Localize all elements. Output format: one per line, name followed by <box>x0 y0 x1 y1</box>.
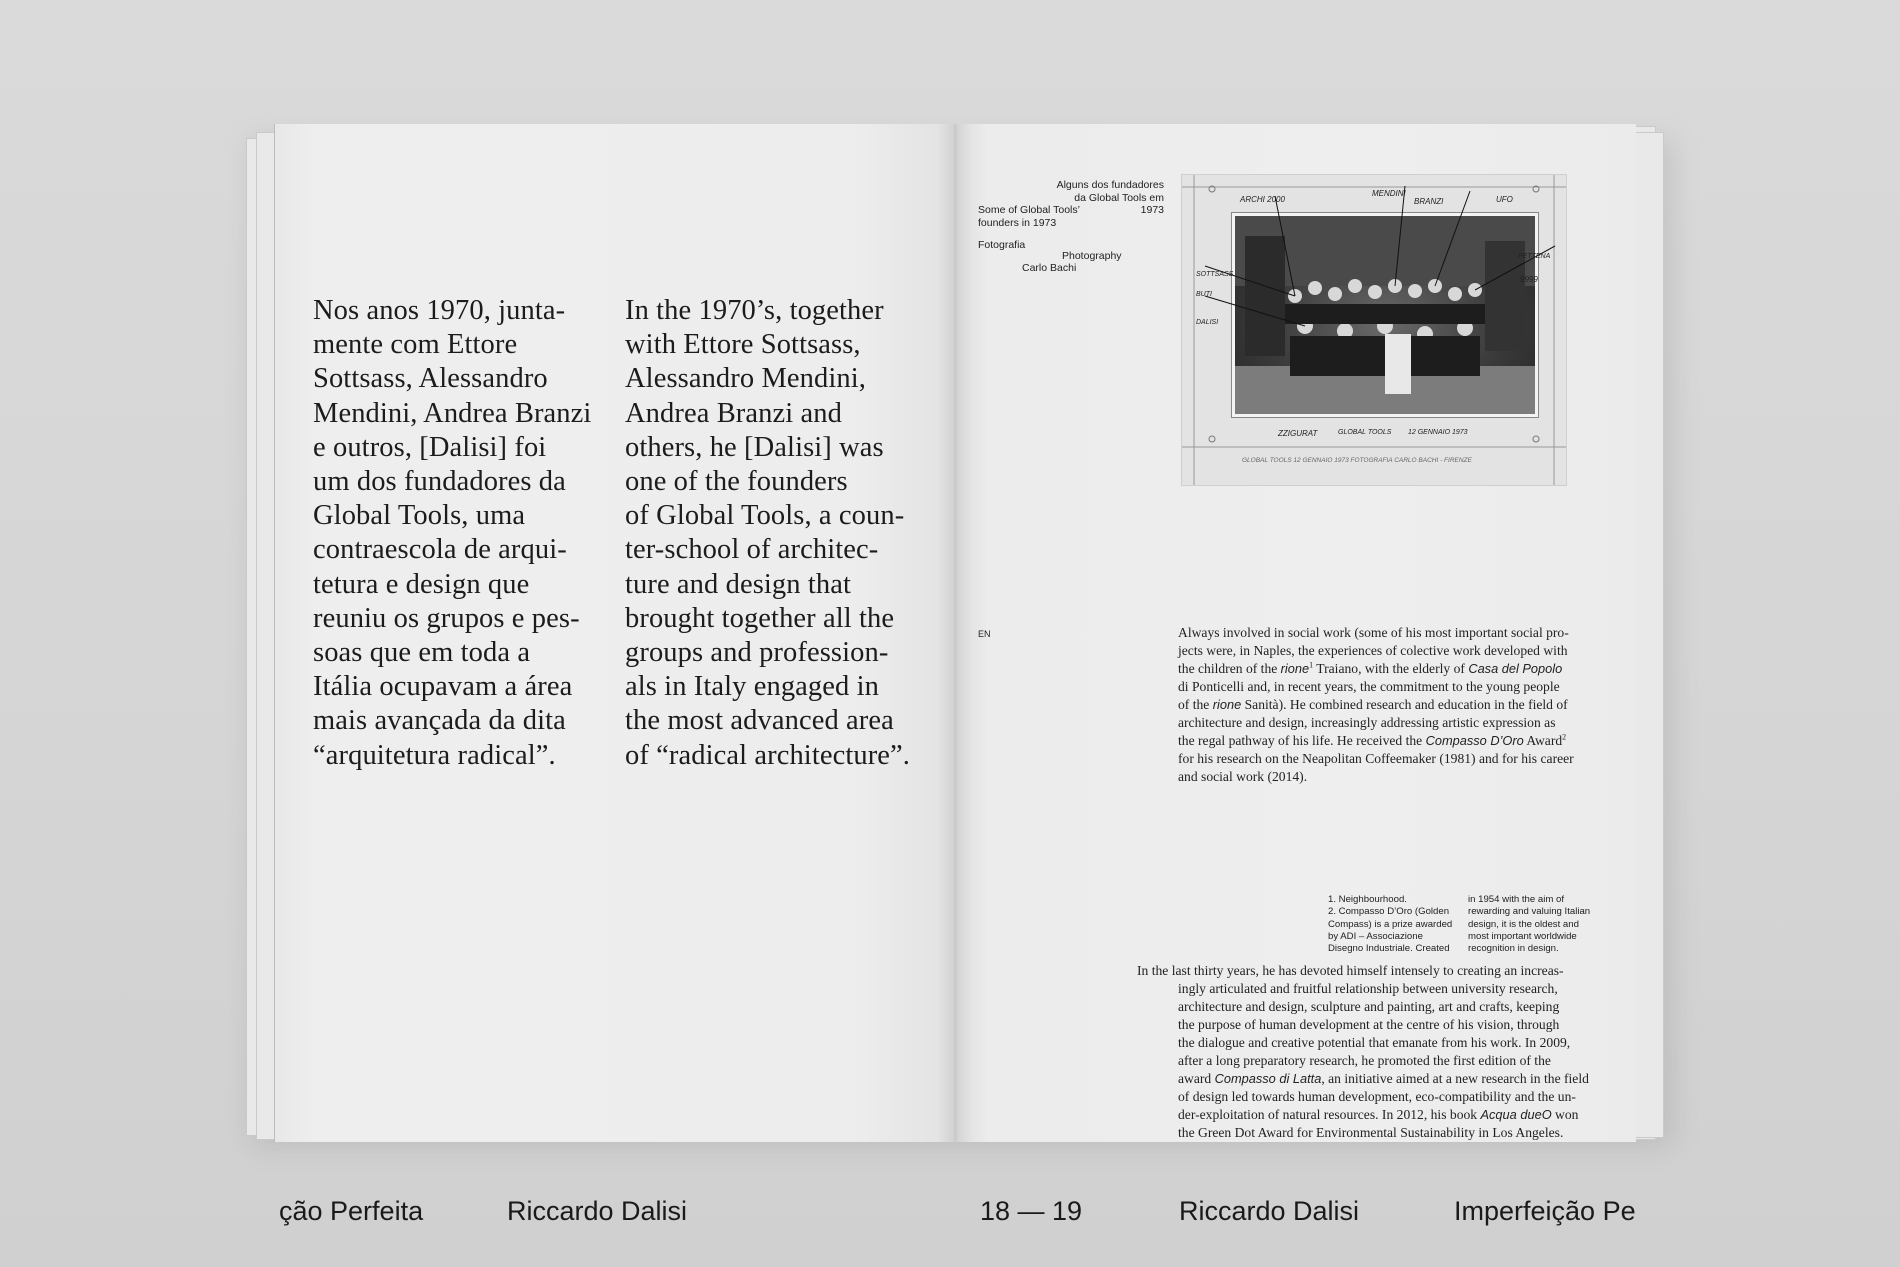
en-line: of Global Tools, a coun- <box>625 500 905 532</box>
body-line: the purpose of human development at the centre of his vision, through <box>1178 1017 1560 1032</box>
photo-caption-en <box>978 204 1080 229</box>
body-line <box>1178 660 1574 678</box>
body-line <box>1137 1070 1589 1088</box>
photo-label-pt: Fotografia <box>978 239 1026 251</box>
body-line: after a long preparatory research, he promoted the first edition of the <box>1178 1053 1551 1068</box>
annotation-sottsass: SOTTSASS <box>1196 271 1234 278</box>
language-marker: EN <box>978 629 991 639</box>
footnote-line: 1. Neighbourhood. <box>1328 894 1407 905</box>
body-line: di Ponticelli and, in recent years, the commitment to the young people <box>1178 679 1560 694</box>
en-line: the most advanced area <box>625 705 894 737</box>
en-line: Andrea Branzi and <box>625 397 842 429</box>
body-line: architecture and design, increasingly addressing artistic expression as <box>1178 715 1556 730</box>
group-photograph <box>1232 213 1538 417</box>
footnote-line: rewarding and valuing Italian <box>1468 906 1591 918</box>
body-paragraph-2 <box>1137 962 1589 1142</box>
italic-term: Compasso di Latta <box>1214 1071 1322 1086</box>
pt-line: soas que em toda a <box>313 637 531 669</box>
book-gutter <box>938 124 972 1142</box>
body-line: In the last thirty years, he has devoted himself intensely to creating an increas- <box>1137 963 1564 978</box>
en-line: one of the founders <box>625 466 848 498</box>
pt-line: mais avançada da dita <box>313 705 566 737</box>
body-line: and social work (2014). <box>1178 769 1308 784</box>
body-line: Always involved in social work (some of his most important social pro- <box>1178 625 1569 640</box>
body-line: architecture and design, sculpture and painting, art and crafts, keeping <box>1178 999 1560 1014</box>
body-line: the Green Dot Award for Environmental Sustainability in Los Angeles. <box>1178 1125 1564 1140</box>
body-line <box>1178 696 1574 714</box>
en-line: Alessandro Mendini, <box>625 363 866 395</box>
text-run: won <box>1551 1107 1579 1122</box>
body-line: for his research on the Neapolitan Coffeemaker (1981) and for his career <box>1178 751 1574 766</box>
footnote-ref: 2 <box>1562 732 1567 742</box>
pt-line: “arquitetura radical”. <box>313 739 556 771</box>
body-line <box>1178 732 1574 750</box>
footnote-line: Compass) is a prize awarded <box>1328 918 1453 930</box>
text-run: Traiano, with the elderly of <box>1313 661 1469 676</box>
pt-line: Sottsass, Alessandro <box>313 363 548 395</box>
en-line: brought together all the <box>625 602 895 634</box>
italic-term: Acqua dueO <box>1480 1107 1552 1122</box>
italic-term: Casa del Popolo <box>1468 661 1563 676</box>
en-line: of “radical architecture”. <box>625 739 911 771</box>
body-line: jects were, in Naples, the experiences of colective work developed with <box>1178 643 1568 658</box>
footnote-ref: 1 <box>1309 660 1314 670</box>
right-footer-author: Riccardo Dalisi <box>1179 1196 1360 1226</box>
text-run: of the <box>1178 697 1213 712</box>
caption-en-line: Some of Global Tools’ <box>978 204 1080 216</box>
footnote-line: recognition in design. <box>1468 943 1559 955</box>
text-run: , an initiative aimed at a new research in the field <box>1321 1071 1589 1086</box>
body-paragraph-1 <box>1178 624 1574 786</box>
caption-pt-line: da Global Tools em 1973 <box>1074 191 1164 216</box>
en-line: others, he [Dalisi] was <box>625 431 884 463</box>
footnote-line: by ADI – Associazione <box>1328 930 1423 942</box>
left-page <box>274 124 955 1226</box>
annotation-mendini: MENDINI <box>1372 189 1406 198</box>
annotation-branzi: BRANZI <box>1414 197 1444 206</box>
annotated-photo-sheet <box>1181 174 1567 486</box>
text-run: Sanità). He combined research and education in the field of <box>1241 697 1568 712</box>
annotation-buti: BUTI <box>1196 291 1212 298</box>
annotation-date: 12 GENNAIO 1973 <box>1408 429 1468 436</box>
en-line: ter-school of architec- <box>625 534 879 566</box>
pt-line: reuniu os grupos e pes- <box>313 602 580 634</box>
english-column <box>625 294 910 773</box>
annotation-pettena: PETTENA <box>1518 253 1551 260</box>
right-footer-title: Imperfeição Pe <box>1454 1196 1636 1226</box>
text-run: Award <box>1523 733 1563 748</box>
text-run: award <box>1178 1071 1215 1086</box>
italic-term: rione <box>1280 661 1310 676</box>
left-footer-title: ção Perfeita <box>279 1196 424 1226</box>
portuguese-column <box>313 294 591 773</box>
italic-term: rione <box>1212 697 1242 712</box>
photo-figures <box>1235 216 1535 414</box>
pt-line: Nos anos 1970, junta- <box>313 295 566 326</box>
en-line: groups and profession- <box>625 637 889 669</box>
en-line: als in Italy engaged in <box>625 671 879 703</box>
pt-line: e outros, [Dalisi] foi <box>313 431 547 463</box>
annotation-ufo: UFO <box>1496 195 1513 204</box>
body-line: the dialogue and creative potential that emanate from his work. In 2009, <box>1178 1035 1571 1050</box>
footnote-line: most important worldwide <box>1468 930 1577 942</box>
body-line: of design led towards human development, eco-compatibility and the un- <box>1178 1089 1576 1104</box>
pt-line: Mendini, Andrea Branzi <box>313 397 592 429</box>
text-run: the regal pathway of his life. He received the <box>1178 733 1426 748</box>
photo-label-en: Photography <box>1062 250 1122 262</box>
caption-pt-line: Alguns dos fundadores <box>1056 179 1164 191</box>
caption-en-line: founders in 1973 <box>978 216 1057 229</box>
footnote-line: in 1954 with the aim of <box>1468 894 1564 905</box>
pt-line: um dos fundadores da <box>313 466 566 498</box>
en-line: with Ettore Sottsass, <box>625 329 861 361</box>
annotation-9999: 9999 <box>1520 275 1538 284</box>
footnote-line: 2. Compasso D’Oro (Golden <box>1328 906 1450 918</box>
annotation-archizoom: ARCHI 2000 <box>1240 195 1285 204</box>
text-run: der-exploitation of natural resources. In 2012, his book <box>1178 1107 1481 1122</box>
text-run: the children of the <box>1178 661 1281 676</box>
italic-term: Compasso D’Oro <box>1425 733 1524 748</box>
photographer-name: Carlo Bachi <box>1022 262 1077 274</box>
body-line: ingly articulated and fruitful relationship between university research, <box>1178 981 1558 996</box>
body-line <box>1137 1106 1589 1124</box>
en-line: ture and design that <box>625 568 851 600</box>
pt-line: mente com Ettore <box>313 329 518 361</box>
pt-line: tetura e design que <box>313 568 530 600</box>
pt-line: Global Tools, uma <box>313 500 526 532</box>
annotation-zziggurat: ZZIGURAT <box>1278 429 1318 438</box>
page-numbers: 18 — 19 <box>980 1196 1083 1226</box>
pt-line: contraescola de arqui- <box>313 534 567 566</box>
en-line: In the 1970’s, together <box>625 295 884 326</box>
footnote-line: design, it is the oldest and <box>1468 918 1579 930</box>
left-footer-author: Riccardo Dalisi <box>507 1196 688 1226</box>
footnotes-col-2 <box>1468 894 1590 955</box>
footnotes-col-1 <box>1328 894 1452 955</box>
annotation-bottom-caption: GLOBAL TOOLS 12 GENNAIO 1973 FOTOGRAFIA CARLO BACHI - FIRENZE <box>1242 457 1472 464</box>
pt-line: Itália ocupavam a área <box>313 671 573 703</box>
annotation-dalisi: DALISI <box>1196 319 1219 326</box>
annotation-global-tools: GLOBAL TOOLS <box>1338 429 1392 436</box>
footnote-line: Disegno Industriale. Created <box>1328 943 1450 955</box>
